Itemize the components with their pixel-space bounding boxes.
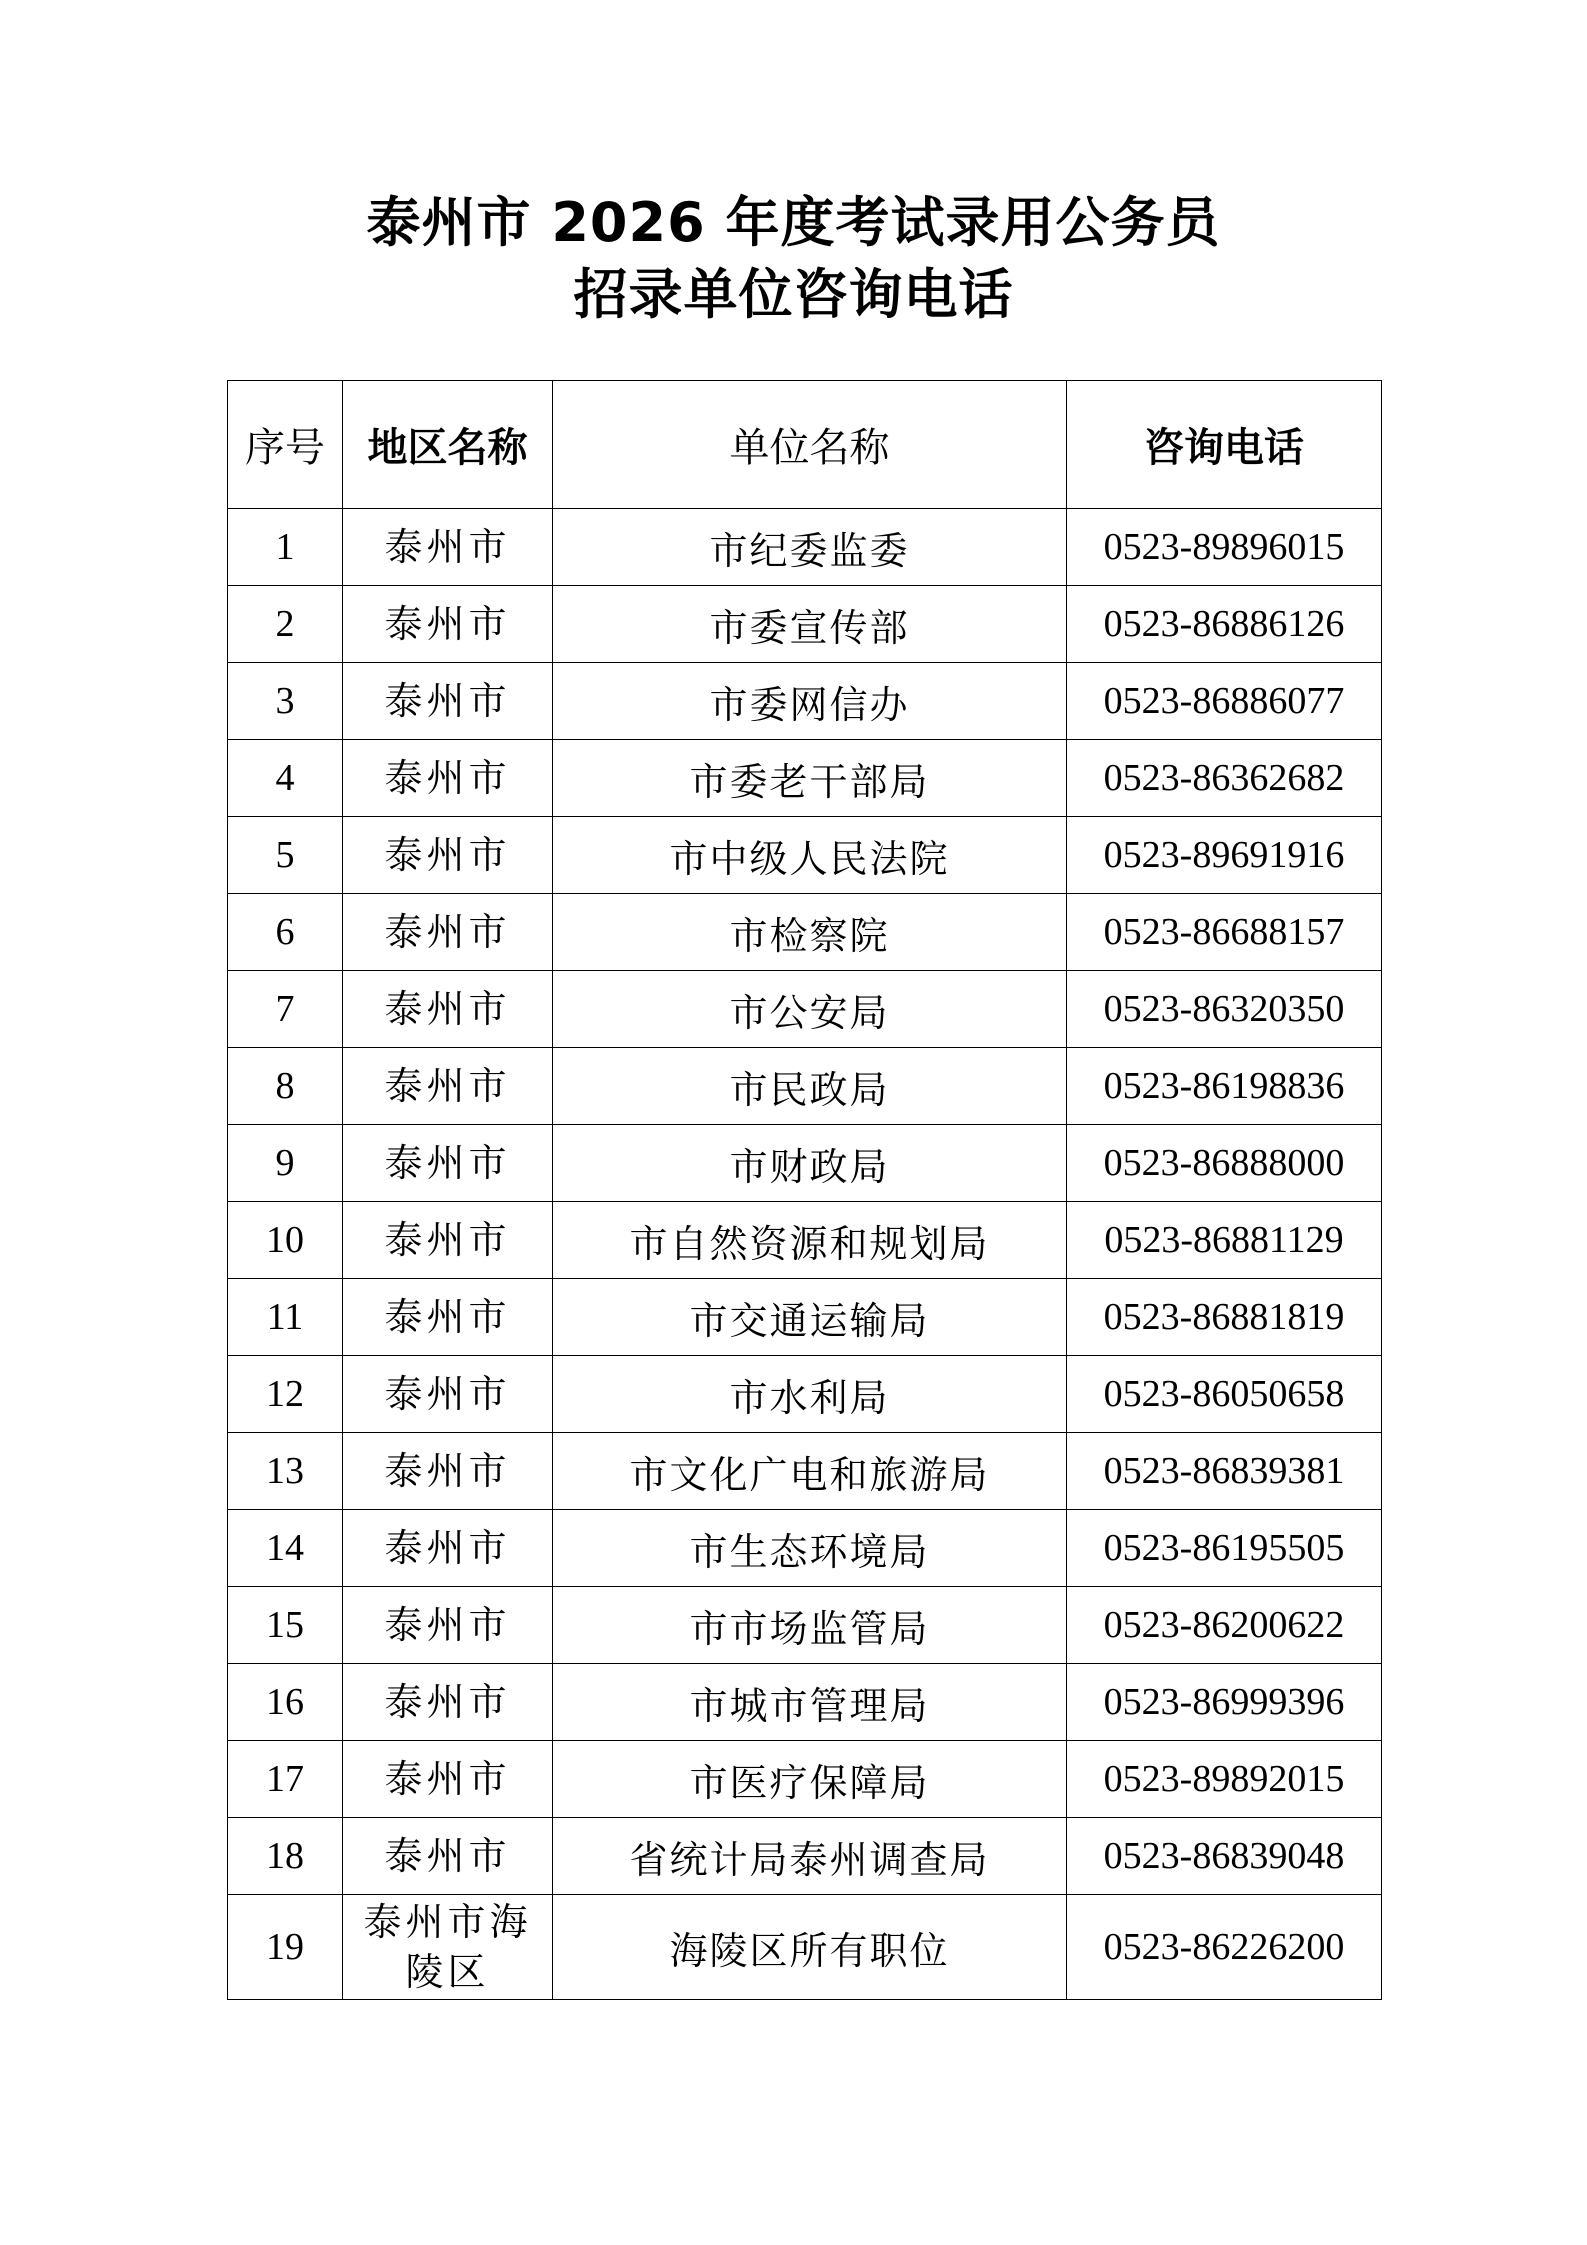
cell-phone: 0523-86688157	[1067, 894, 1382, 971]
cell-phone: 0523-86888000	[1067, 1125, 1382, 1202]
table-row	[228, 817, 1382, 894]
cell-unit: 市文化广电和旅游局	[553, 1433, 1067, 1510]
cell-region: 泰州市	[343, 740, 553, 817]
cell-unit: 市委宣传部	[553, 586, 1067, 663]
cell-unit: 海陵区所有职位	[553, 1895, 1067, 2000]
cell-region: 泰州市	[343, 1818, 553, 1895]
cell-unit: 市水利局	[553, 1356, 1067, 1433]
table-row	[228, 1202, 1382, 1279]
cell-phone: 0523-86226200	[1067, 1895, 1382, 2000]
cell-unit: 市交通运输局	[553, 1279, 1067, 1356]
table-row	[228, 1664, 1382, 1741]
cell-phone: 0523-86886077	[1067, 663, 1382, 740]
table-row	[228, 740, 1382, 817]
cell-region: 泰州市	[343, 1433, 553, 1510]
cell-unit: 市医疗保障局	[553, 1741, 1067, 1818]
cell-phone: 0523-86839381	[1067, 1433, 1382, 1510]
table-row	[228, 1741, 1382, 1818]
cell-serial: 19	[228, 1895, 343, 2000]
cell-region: 泰州市	[343, 663, 553, 740]
cell-phone: 0523-86839048	[1067, 1818, 1382, 1895]
table-row	[228, 1895, 1382, 2000]
cell-unit: 市财政局	[553, 1125, 1067, 1202]
cell-phone: 0523-86886126	[1067, 586, 1382, 663]
cell-unit: 市检察院	[553, 894, 1067, 971]
header-serial: 序号	[228, 381, 343, 509]
table-row	[228, 586, 1382, 663]
header-unit: 单位名称	[553, 381, 1067, 509]
cell-serial: 18	[228, 1818, 343, 1895]
cell-phone: 0523-86999396	[1067, 1664, 1382, 1741]
cell-serial: 3	[228, 663, 343, 740]
header-phone: 咨询电话	[1067, 381, 1382, 509]
cell-serial: 9	[228, 1125, 343, 1202]
cell-phone: 0523-89892015	[1067, 1741, 1382, 1818]
cell-phone: 0523-86198836	[1067, 1048, 1382, 1125]
cell-serial: 17	[228, 1741, 343, 1818]
cell-serial: 14	[228, 1510, 343, 1587]
cell-phone: 0523-86195505	[1067, 1510, 1382, 1587]
cell-region: 泰州市	[343, 817, 553, 894]
cell-phone: 0523-89691916	[1067, 817, 1382, 894]
cell-serial: 13	[228, 1433, 343, 1510]
cell-unit: 市纪委监委	[553, 509, 1067, 586]
cell-region: 泰州市	[343, 1279, 553, 1356]
table-row	[228, 1587, 1382, 1664]
cell-serial: 5	[228, 817, 343, 894]
cell-region: 泰州市	[343, 1202, 553, 1279]
cell-phone: 0523-86881129	[1067, 1202, 1382, 1279]
cell-unit: 市生态环境局	[553, 1510, 1067, 1587]
cell-unit: 市自然资源和规划局	[553, 1202, 1067, 1279]
cell-serial: 2	[228, 586, 343, 663]
cell-unit: 市委网信办	[553, 663, 1067, 740]
table-row	[228, 663, 1382, 740]
cell-phone: 0523-86200622	[1067, 1587, 1382, 1664]
cell-region: 泰州市	[343, 1741, 553, 1818]
cell-unit: 市城市管理局	[553, 1664, 1067, 1741]
cell-phone: 0523-86881819	[1067, 1279, 1382, 1356]
table-row	[228, 1433, 1382, 1510]
table-row	[228, 1818, 1382, 1895]
cell-region: 泰州市	[343, 971, 553, 1048]
cell-unit: 省统计局泰州调查局	[553, 1818, 1067, 1895]
cell-serial: 8	[228, 1048, 343, 1125]
table-row	[228, 509, 1382, 586]
cell-phone: 0523-86050658	[1067, 1356, 1382, 1433]
cell-serial: 7	[228, 971, 343, 1048]
contact-table	[227, 380, 1382, 2000]
table-row	[228, 894, 1382, 971]
table-row	[228, 1279, 1382, 1356]
table-header-row	[228, 381, 1382, 509]
cell-serial: 11	[228, 1279, 343, 1356]
cell-unit: 市民政局	[553, 1048, 1067, 1125]
cell-unit: 市市场监管局	[553, 1587, 1067, 1664]
cell-serial: 4	[228, 740, 343, 817]
table-row	[228, 1510, 1382, 1587]
cell-phone: 0523-86362682	[1067, 740, 1382, 817]
table-row	[228, 1356, 1382, 1433]
cell-region: 泰州市	[343, 1587, 553, 1664]
cell-serial: 16	[228, 1664, 343, 1741]
table-row	[228, 1048, 1382, 1125]
cell-serial: 10	[228, 1202, 343, 1279]
cell-region: 泰州市	[343, 1664, 553, 1741]
cell-region: 泰州市	[343, 586, 553, 663]
document-title-line-2: 招录单位咨询电话	[573, 263, 1014, 326]
cell-unit: 市公安局	[553, 971, 1067, 1048]
table-row	[228, 1125, 1382, 1202]
cell-phone: 0523-86320350	[1067, 971, 1382, 1048]
cell-region: 泰州市	[343, 1048, 553, 1125]
cell-region: 泰州市	[343, 509, 553, 586]
document-title-line-1: 泰州市 2026 年度考试录用公务员	[366, 191, 1221, 254]
cell-serial: 1	[228, 509, 343, 586]
cell-serial: 12	[228, 1356, 343, 1433]
cell-region: 泰州市海陵区	[343, 1895, 553, 2000]
cell-region: 泰州市	[343, 1125, 553, 1202]
header-region: 地区名称	[343, 381, 553, 509]
cell-region: 泰州市	[343, 894, 553, 971]
cell-serial: 6	[228, 894, 343, 971]
cell-unit: 市中级人民法院	[553, 817, 1067, 894]
cell-region: 泰州市	[343, 1356, 553, 1433]
table-row	[228, 971, 1382, 1048]
cell-phone: 0523-89896015	[1067, 509, 1382, 586]
cell-serial: 15	[228, 1587, 343, 1664]
cell-region: 泰州市	[343, 1510, 553, 1587]
cell-unit: 市委老干部局	[553, 740, 1067, 817]
